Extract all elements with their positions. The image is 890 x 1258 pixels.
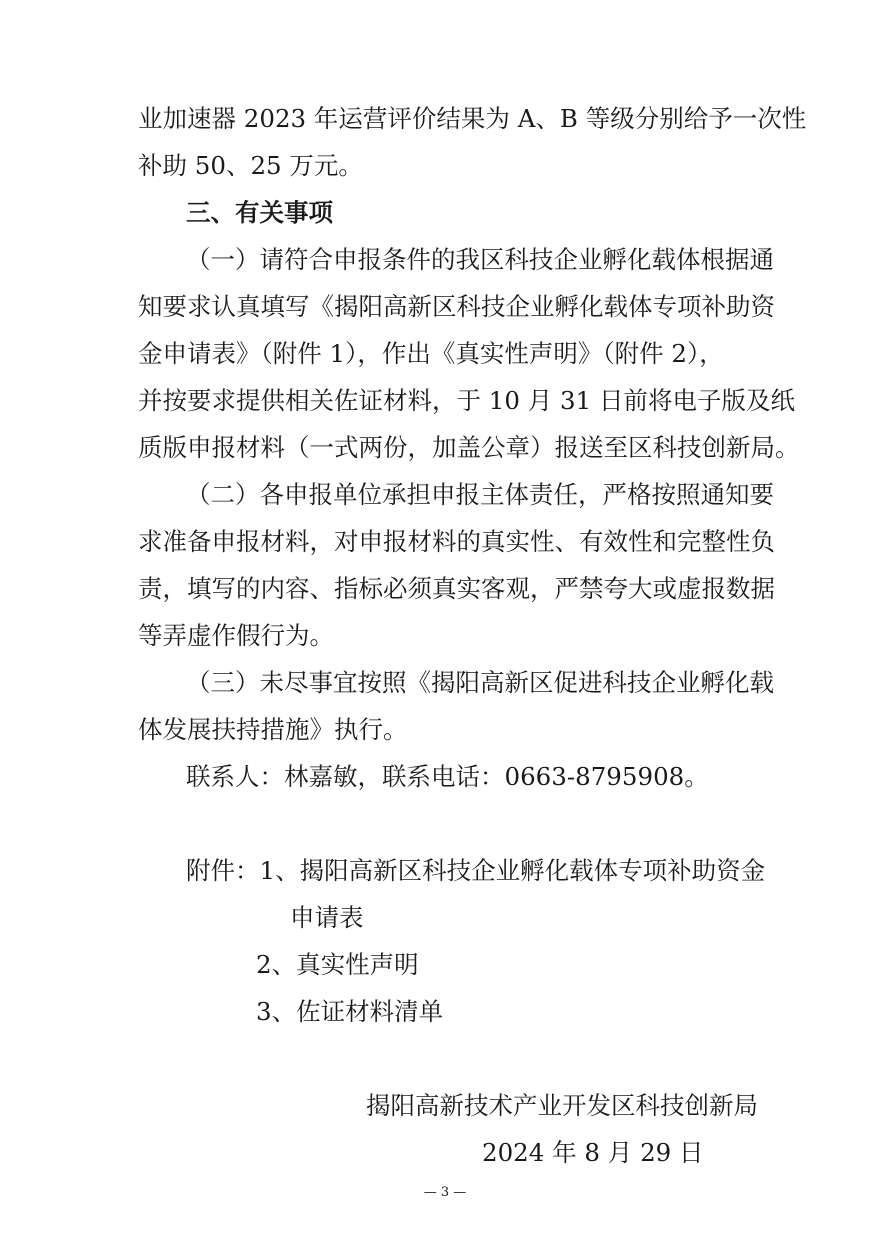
attachment-line-3: 3、佐证材料清单	[256, 997, 444, 1026]
item1-line-4: 并按要求提供相关佐证材料，于 10 月 31 日前将电子版及纸	[138, 386, 795, 415]
item2-line-4: 等弄虚作假行为。	[138, 621, 334, 650]
section-heading: 三、有关事项	[186, 198, 333, 227]
attachment-line-1: 附件：1、揭阳高新区科技企业孵化载体专项补助资金	[186, 856, 766, 885]
body-line-2: 补助 50、25 万元。	[138, 151, 363, 180]
item1-line-2: 知要求认真填写《揭阳高新区科技企业孵化载体专项补助资	[138, 292, 775, 321]
item2-line-1: （二）各申报单位承担申报主体责任，严格按照通知要	[186, 480, 774, 509]
signature-date: 2024 年 8 月 29 日	[482, 1138, 704, 1167]
item2-line-3: 责，填写的内容、指标必须真实客观，严禁夸大或虚报数据	[138, 574, 775, 603]
body-line-1: 业加速器 2023 年运营评价结果为 A、B 等级分别给予一次性	[138, 104, 807, 133]
signature-organization: 揭阳高新技术产业开发区科技创新局	[366, 1091, 758, 1120]
item3-line-1: （三）未尽事宜按照《揭阳高新区促进科技企业孵化载	[186, 668, 774, 697]
item2-line-2: 求准备申报材料，对申报材料的真实性、有效性和完整性负	[138, 527, 775, 556]
attachment-line-1-cont: 申请表	[290, 903, 364, 932]
page-number: — 3 —	[423, 1185, 467, 1200]
contact-line: 联系人：林嘉敏，联系电话：0663-8795908。	[186, 762, 709, 791]
item1-line-3: 金申请表》（附件 1），作出《真实性声明》（附件 2），	[138, 339, 724, 368]
item3-line-2: 体发展扶持措施》执行。	[138, 715, 408, 744]
item1-line-5: 质版申报材料（一式两份，加盖公章）报送至区科技创新局。	[138, 433, 800, 462]
attachment-line-2: 2、真实性声明	[256, 950, 419, 979]
item1-line-1: （一）请符合申报条件的我区科技企业孵化载体根据通	[186, 245, 774, 274]
